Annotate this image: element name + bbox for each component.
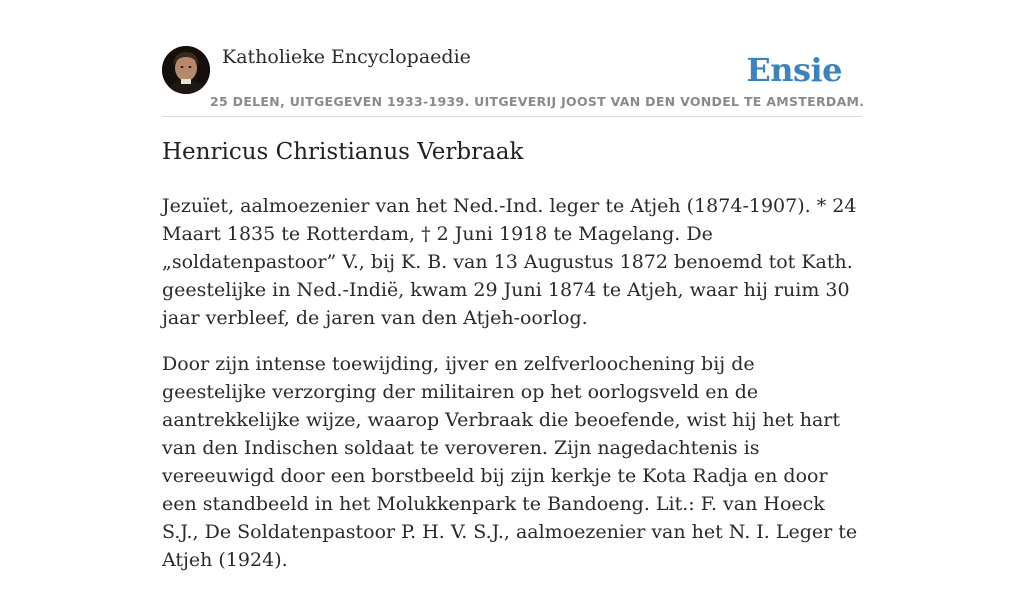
article-paragraph: Door zijn intense toewijding, ijver en zelfverloochening bij de geestelijke verzorging der militairen op het oorlogsveld en de aantrekkelijke wijze, waarop Verbraak die beoefende, wist hij het hart van den Indischen soldaat te veroveren. Zijn nagedachtenis is vereeuwigd door een borstbeeld bij zijn kerkje te Kota Radja en door een standbeeld in het Molukkenpark te Bandoeng. Lit.: F. van Hoeck S.J., De Soldatenpastoor P. H. V. S.J., aalmoezenier van het N. I. Leger te Atjeh (1924). [162, 353, 858, 571]
source-subtitle: 25 DELEN, UITGEGEVEN 1933-1939. UITGEVERIJ JOOST VAN DEN VONDEL TE AMSTERDAM. [210, 94, 865, 109]
page [162, 0, 865, 571]
source-header [162, 0, 865, 117]
article-paragraph: Jezuïet, aalmoezenier van het Ned.-Ind. leger te Atjeh (1874-1907). * 24 Maart 1835 te Rotterdam, † 2 Juni 1918 te Magelang. De „soldatenpastoor” V., bij K. B. van 13 Augustus 1872 benoemd tot Kath. geestelijke in Ned.-Indië, kwam 29 Juni 1874 te Atjeh, waar hij ruim 30 jaar verbleef, de jaren van den Atjeh-oorlog. [162, 195, 857, 329]
ensie-logo[interactable]: Ensie [746, 51, 842, 89]
article-title: Henricus Christianus Verbraak [162, 139, 524, 165]
source-avatar-icon[interactable] [162, 46, 210, 94]
article-body [162, 192, 862, 592]
source-title[interactable]: Katholieke Encyclopaedie [222, 46, 471, 68]
